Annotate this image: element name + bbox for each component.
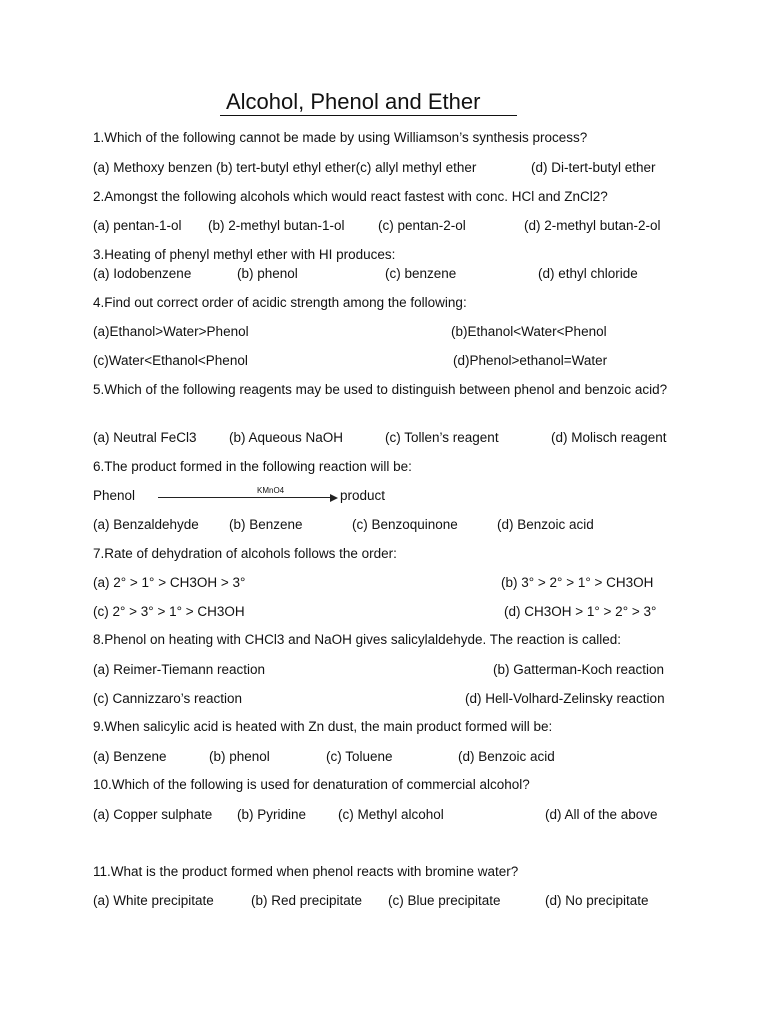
q7-option-d: (d) CH3OH > 1° > 2° > 3°	[504, 604, 657, 619]
question-10: 10.Which of the following is used for denaturation of commercial alcohol?	[93, 777, 530, 792]
reaction-reagent: KMnO4	[257, 486, 285, 495]
q7-option-c: (c) 2° > 3° > 1° > CH3OH	[93, 604, 245, 619]
q3-option-b: (b) phenol	[237, 266, 298, 281]
reaction-arrow-icon	[330, 494, 338, 502]
q10-option-b: (b) Pyridine	[237, 807, 307, 822]
question-8: 8.Phenol on heating with CHCl3 and NaOH gives salicylaldehyde. The reaction is called:	[93, 632, 622, 647]
q5-option-c: (c) Tollen’s reagent	[385, 430, 499, 445]
q9-option-d: (d) Benzoic acid	[458, 749, 555, 764]
reaction-reactant: Phenol	[93, 488, 136, 503]
q6-option-b: (b) Benzene	[229, 517, 303, 532]
q3-option-d: (d) ethyl chloride	[538, 266, 638, 281]
q9-option-b: (b) phenol	[209, 749, 270, 764]
q1-option-d: (d) Di-tert-butyl ether	[531, 160, 656, 175]
q3-option-c: (c) benzene	[385, 266, 457, 281]
q10-option-c: (c) Methyl alcohol	[338, 807, 444, 822]
q6-option-d: (d) Benzoic acid	[497, 517, 594, 532]
question-1: 1.Which of the following cannot be made by using Williamson’s synthesis process?	[93, 130, 588, 145]
question-4: 4.Find out correct order of acidic strength among the following:	[93, 295, 467, 310]
q11-option-b: (b) Red precipitate	[251, 893, 363, 908]
q9-option-c: (c) Toluene	[326, 749, 393, 764]
q7-option-b: (b) 3° > 2° > 1° > CH3OH	[501, 575, 654, 590]
q4-option-c: (c)Water<Ethanol<Phenol	[93, 353, 248, 368]
page-title: Alcohol, Phenol and Ether	[226, 89, 481, 114]
question-6: 6.The product formed in the following reaction will be:	[93, 459, 412, 474]
q8-option-a: (a) Reimer-Tiemann reaction	[93, 662, 266, 677]
question-11: 11.What is the product formed when phenol reacts with bromine water?	[93, 864, 519, 879]
q8-option-c: (c) Cannizzaro’s reaction	[93, 691, 243, 706]
q4-option-b: (b)Ethanol<Water<Phenol	[451, 324, 607, 339]
q8-option-d: (d) Hell-Volhard-Zelinsky reaction	[465, 691, 665, 706]
q4-option-d: (d)Phenol>ethanol=Water	[453, 353, 608, 368]
question-2: 2.Amongst the following alcohols which would react fastest with conc. HCl and ZnCl2?	[93, 189, 608, 204]
reaction-arrow-line	[158, 497, 330, 498]
q11-option-a: (a) White precipitate	[93, 893, 214, 908]
question-7: 7.Rate of dehydration of alcohols follows the order:	[93, 546, 397, 561]
question-9: 9.When salicylic acid is heated with Zn dust, the main product formed will be:	[93, 719, 553, 734]
title-underline	[220, 115, 517, 116]
q6-option-a: (a) Benzaldehyde	[93, 517, 199, 532]
q7-option-a: (a) 2° > 1° > CH3OH > 3°	[93, 575, 246, 590]
question-3: 3.Heating of phenyl methyl ether with HI produces:	[93, 247, 396, 262]
q5-option-b: (b) Aqueous NaOH	[229, 430, 344, 445]
q6-option-c: (c) Benzoquinone	[352, 517, 458, 532]
q10-option-d: (d) All of the above	[545, 807, 658, 822]
q2-option-b: (b) 2-methyl butan-1-ol	[208, 218, 345, 233]
reaction-product: product	[340, 488, 386, 503]
q11-option-d: (d) No precipitate	[545, 893, 649, 908]
q5-option-d: (d) Molisch reagent	[551, 430, 667, 445]
q2-option-d: (d) 2-methyl butan-2-ol	[524, 218, 661, 233]
q2-option-c: (c) pentan-2-ol	[378, 218, 466, 233]
q5-option-a: (a) Neutral FeCl3	[93, 430, 197, 445]
question-5: 5.Which of the following reagents may be used to distinguish between phenol and benzoic acid?	[93, 382, 668, 397]
q9-option-a: (a) Benzene	[93, 749, 167, 764]
q8-option-b: (b) Gatterman-Koch reaction	[493, 662, 665, 677]
q2-option-a: (a) pentan-1-ol	[93, 218, 182, 233]
q10-option-a: (a) Copper sulphate	[93, 807, 213, 822]
q4-option-a: (a)Ethanol>Water>Phenol	[93, 324, 249, 339]
q11-option-c: (c) Blue precipitate	[388, 893, 501, 908]
q1-options-abc: (a) Methoxy benzen (b) tert-butyl ethyl ether(c) allyl methyl ether	[93, 160, 477, 175]
q3-option-a: (a) Iodobenzene	[93, 266, 192, 281]
